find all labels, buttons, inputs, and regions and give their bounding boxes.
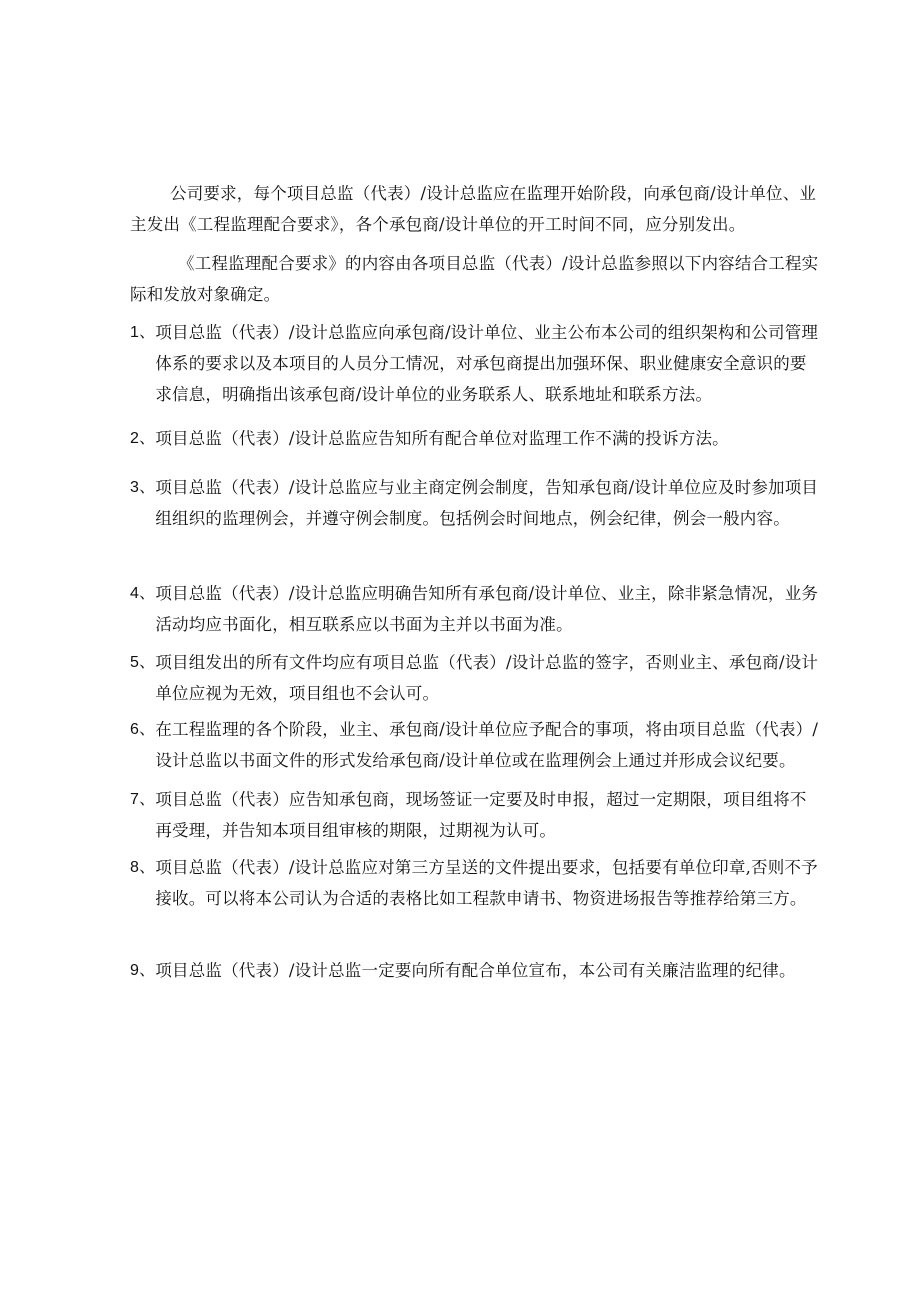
list-item-number: 1、 [130,324,156,341]
list-item [130,578,820,640]
list-item [130,472,820,534]
list-item-text: 项目总监（代表）/设计总监应明确告知所有承包商/设计单位、业主，除非紧急情况，业务活动均应书面化，相互联系应以书面为主并以书面为准。 [155,584,819,634]
list-item [130,423,820,454]
list-item-text: 项目组发出的所有文件均应有项目总监（代表）/设计总监的签字，否则业主、承包商/设计单位应视为无效，项目组也不会认可。 [155,653,819,703]
list-item [130,955,820,986]
list-item [130,852,820,914]
list-item [130,317,820,410]
list-item-number: 5、 [130,654,156,671]
list-item-text: 项目总监（代表）/设计总监应向承包商/设计单位、业主公布本公司的组织架构和公司管理体系的要求以及本项目的人员分工情况，对承包商提出加强环保、职业健康安全意识的要求信息，明确指出该承包商/设计单位的业务联系人、联系地址和联系方法。 [155,323,819,404]
list-item-text: 项目总监（代表）应告知承包商，现场签证一定要及时申报，超过一定期限，项目组将不再受理，并告知本项目组审核的期限，过期视为认可。 [155,790,807,840]
list-item-text: 项目总监（代表）/设计总监一定要向所有配合单位宣布，本公司有关廉洁监理的纪律。 [155,961,796,980]
list-item [130,714,820,776]
list-item-text: 项目总监（代表）/设计总监应与业主商定例会制度，告知承包商/设计单位应及时参加项目组组织的监理例会，并遵守例会制度。包括例会时间地点，例会纪律，例会一般内容。 [155,478,819,528]
intro-paragraph-2: 《工程监理配合要求》的内容由各项目总监（代表）/设计总监参照以下内容结合工程实际和发放对象确定。 [130,254,819,304]
list-item [130,647,820,709]
list-item-number: 6、 [130,721,156,738]
list-item-text: 项目总监（代表）/设计总监应对第三方呈送的文件提出要求，包括要有单位印章,否则不予接收。可以将本公司认为合适的表格比如工程款申请书、物资进场报告等推荐给第三方。 [155,858,818,908]
list-item-text: 项目总监（代表）/设计总监应告知所有配合单位对监理工作不满的投诉方法。 [155,429,729,448]
list-item-number: 3、 [130,479,156,496]
list-item-number: 9、 [130,962,156,979]
list-item [130,784,820,846]
list-item-number: 4、 [130,585,156,602]
intro-paragraph-1: 公司要求，每个项目总监（代表）/设计总监应在监理开始阶段，向承包商/设计单位、业主发出《工程监理配合要求》，各个承包商/设计单位的开工时间不同，应分别发出。 [130,184,817,234]
list-item-number: 7、 [130,791,156,808]
list-item-number: 2、 [130,430,156,447]
list-item-text: 在工程监理的各个阶段，业主、承包商/设计单位应予配合的事项，将由项目总监（代表）/设计总监以书面文件的形式发给承包商/设计单位或在监理例会上通过并形成会议纪要。 [155,720,819,770]
list-item-number: 8、 [130,859,156,876]
